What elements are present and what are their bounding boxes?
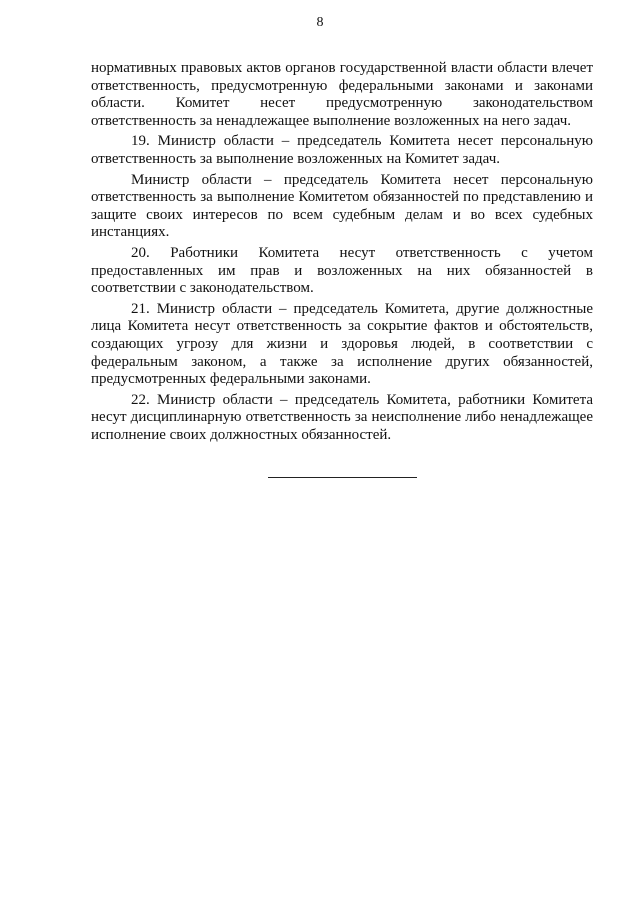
- paragraph-continuation: нормативных правовых актов органов государственной власти области влечет ответственность, предусмотренную федеральными законами и законами области. Комитет несет предусмотренную законодательством ответственность за ненадлежащее выполнение возложенных на него задач.: [91, 60, 593, 129]
- paragraph-21: 21. Министр области – председатель Комитета, другие должностные лица Комитета несут ответственность за сокрытие фактов и обстоятельств, создающих угрозу для жизни и здоровья людей, в соответствии с федеральным законом, а также за исполнение других обязанностей, предусмотренных федеральными законами.: [91, 300, 593, 388]
- paragraph-20: 20. Работники Комитета несут ответственность с учетом предоставленных им прав и возложенных на них обязанностей в соответствии с законодательством.: [91, 244, 593, 297]
- end-of-document-line: [268, 477, 417, 478]
- document-body: [91, 60, 593, 447]
- paragraph-19: 19. Министр области – председатель Комитета несет персональную ответственность за выполнение возложенных на Комитет задач.: [91, 133, 593, 167]
- page-number: 8: [316, 15, 324, 30]
- paragraph-19-minister: Министр области – председатель Комитета несет персональную ответственность за выполнение Комитетом обязанностей по представлению и защите своих интересов по всем судебным делам и во всех судебных инстанциях.: [91, 171, 593, 241]
- paragraph-22: 22. Министр области – председатель Комитета, работники Комитета несут дисциплинарную ответственность за неисполнение либо ненадлежащее исполнение своих должностных обязанностей.: [91, 391, 593, 443]
